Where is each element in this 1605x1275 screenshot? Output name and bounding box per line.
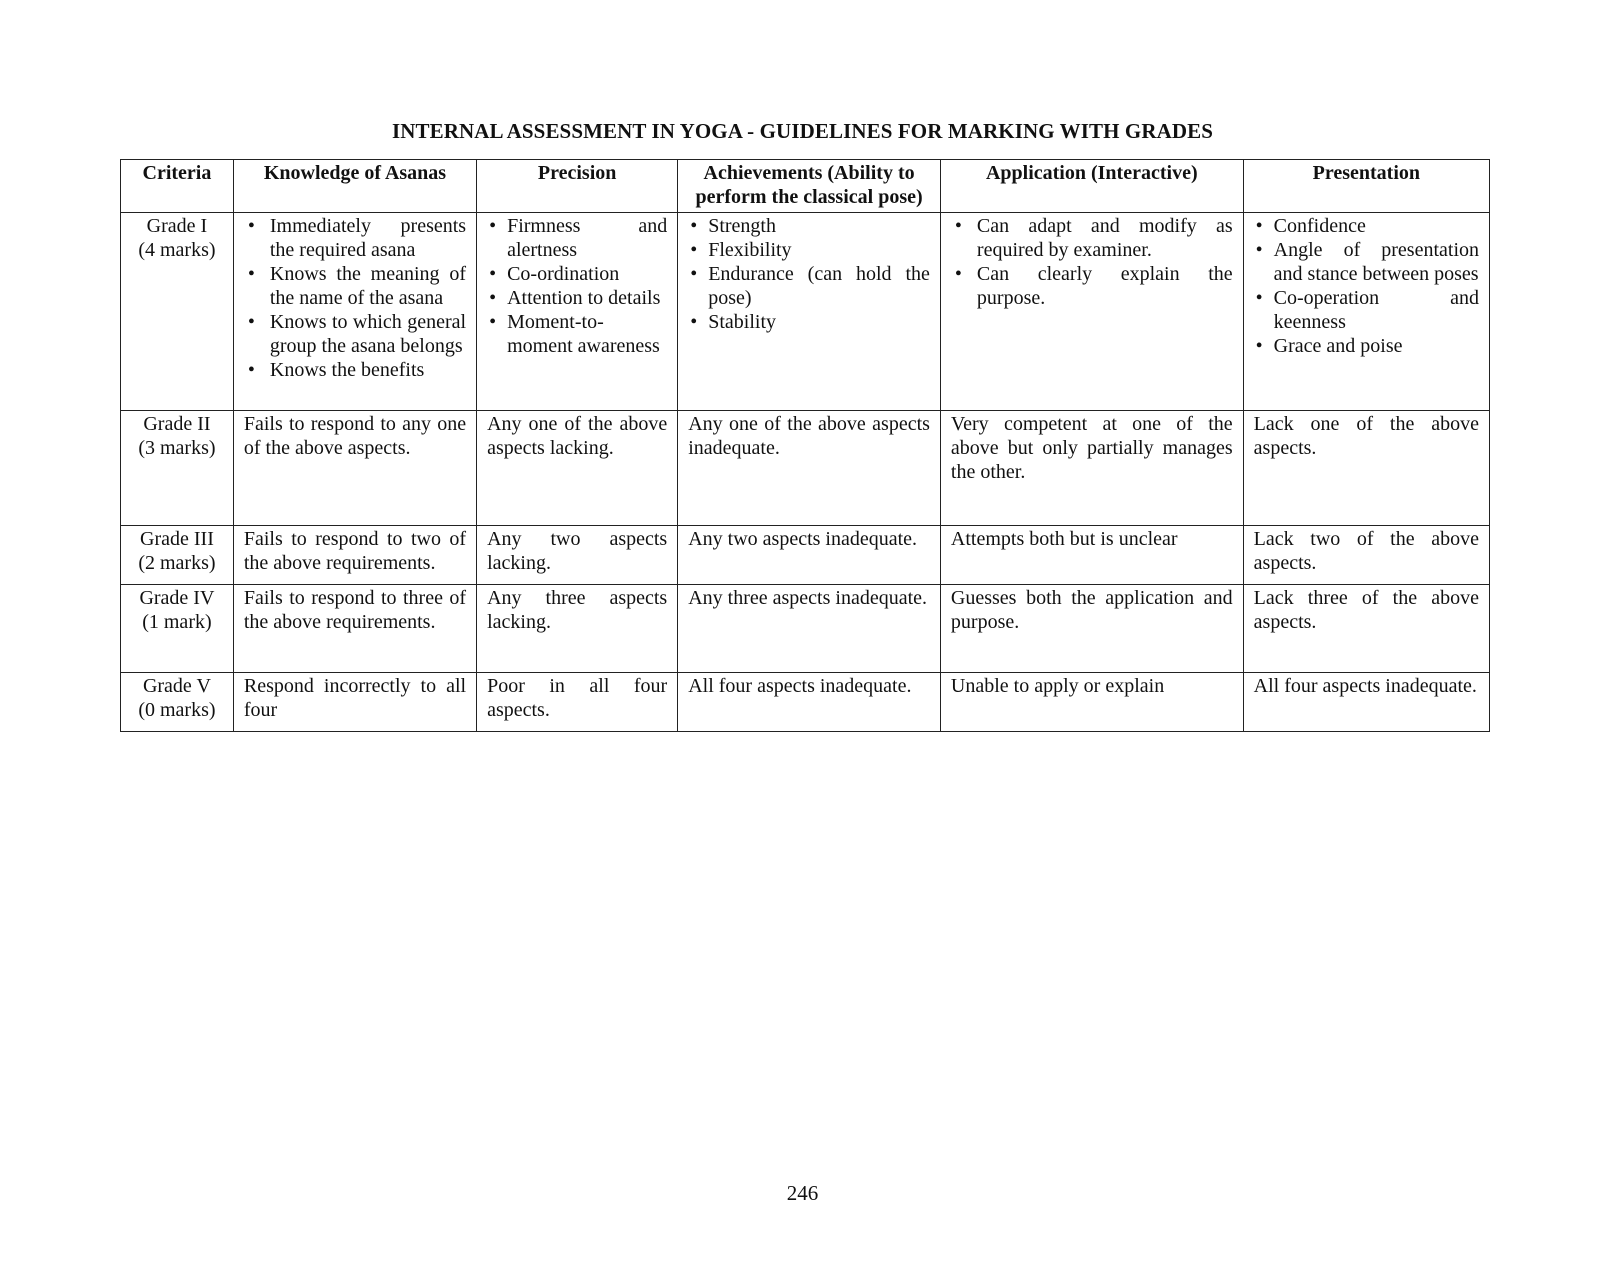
page-title: INTERNAL ASSESSMENT IN YOGA - GUIDELINES FOR MARKING WITH GRADES	[391, 119, 1214, 143]
header-knowledge-of-asanas: Knowledge of Asanas	[233, 160, 476, 213]
list-item: • Knows the meaning of the name of the asana	[244, 262, 466, 310]
page-number: 246	[786, 1181, 819, 1205]
table-row-grade-4	[121, 585, 1490, 673]
presentation-cell	[1243, 213, 1489, 411]
precision-cell: Any two aspects lacking.	[477, 526, 678, 585]
grade-marks: (2 marks)	[138, 552, 216, 574]
list-item: • Moment-to-moment awareness	[487, 310, 667, 358]
grade-cell	[121, 526, 234, 585]
list-item: • Firmness and alertness	[487, 214, 667, 262]
list-item: • Grace and poise	[1254, 334, 1479, 358]
header-presentation: Presentation	[1243, 160, 1489, 213]
list-item: • Angle of presentation and stance between poses	[1254, 238, 1479, 286]
list-item: • Can adapt and modify as required by examiner.	[951, 214, 1233, 262]
precision-cell: Any three aspects lacking.	[477, 585, 678, 673]
list-item: • Knows to which general group the asana belongs	[244, 310, 466, 358]
precision-cell: Any one of the above aspects lacking.	[477, 411, 678, 526]
list-item: • Co-operation and keenness	[1254, 286, 1479, 334]
achievements-cell: Any one of the above aspects inadequate.	[678, 411, 941, 526]
presentation-cell: Lack three of the above aspects.	[1243, 585, 1489, 673]
table-header-row	[121, 160, 1490, 213]
grade-marks: (3 marks)	[138, 437, 216, 459]
grade-label: Grade II	[143, 413, 211, 435]
presentation-cell: Lack two of the above aspects.	[1243, 526, 1489, 585]
application-cell: Attempts both but is unclear	[940, 526, 1243, 585]
application-cell	[940, 213, 1243, 411]
grade-label: Grade IV	[139, 587, 215, 609]
application-cell: Guesses both the application and purpose.	[940, 585, 1243, 673]
precision-list	[487, 214, 667, 358]
presentation-list	[1254, 214, 1479, 358]
achievements-cell: Any three aspects inadequate.	[678, 585, 941, 673]
list-item: • Immediately presents the required asana	[244, 214, 466, 262]
knowledge-cell: Respond incorrectly to all four	[233, 673, 476, 732]
list-item: • Can clearly explain the purpose.	[951, 262, 1233, 310]
achievements-cell	[678, 213, 941, 411]
knowledge-cell: Fails to respond to two of the above requirements.	[233, 526, 476, 585]
grade-label: Grade V	[142, 675, 211, 697]
grade-label: Grade III	[140, 528, 214, 550]
header-precision: Precision	[477, 160, 678, 213]
knowledge-cell: Fails to respond to any one of the above aspects.	[233, 411, 476, 526]
precision-cell	[477, 213, 678, 411]
knowledge-cell	[233, 213, 476, 411]
grade-cell	[121, 673, 234, 732]
list-item: • Confidence	[1254, 214, 1479, 238]
header-criteria: Criteria	[121, 160, 234, 213]
grade-marks: (4 marks)	[138, 239, 216, 261]
grade-cell	[121, 213, 234, 411]
presentation-cell: Lack one of the above aspects.	[1243, 411, 1489, 526]
application-cell: Very competent at one of the above but only partially manages the other.	[940, 411, 1243, 526]
table-row-grade-1	[121, 213, 1490, 411]
grade-label: Grade I	[146, 215, 208, 237]
header-application: Application (Interactive)	[940, 160, 1243, 213]
precision-cell: Poor in all four aspects.	[477, 673, 678, 732]
knowledge-cell: Fails to respond to three of the above requirements.	[233, 585, 476, 673]
list-item: • Flexibility	[688, 238, 930, 262]
knowledge-list	[244, 214, 466, 382]
grade-cell	[121, 411, 234, 526]
grade-cell	[121, 585, 234, 673]
list-item: • Stability	[688, 310, 930, 334]
presentation-cell: All four aspects inadequate.	[1243, 673, 1489, 732]
application-cell: Unable to apply or explain	[940, 673, 1243, 732]
grade-marks: (0 marks)	[138, 699, 216, 721]
list-item: • Co-ordination	[487, 262, 667, 286]
table-row-grade-3	[121, 526, 1490, 585]
table-row-grade-5	[121, 673, 1490, 732]
list-item: • Strength	[688, 214, 930, 238]
achievements-list	[688, 214, 930, 334]
list-item: • Endurance (can hold the pose)	[688, 262, 930, 310]
grade-marks: (1 mark)	[142, 611, 212, 633]
table-row-grade-2	[121, 411, 1490, 526]
achievements-cell: All four aspects inadequate.	[678, 673, 941, 732]
header-achievements: Achievements (Ability to perform the classical pose)	[678, 160, 941, 213]
application-list	[951, 214, 1233, 310]
list-item: • Knows the benefits	[244, 358, 466, 382]
grading-rubric-table	[120, 159, 1490, 732]
list-item: • Attention to details	[487, 286, 667, 310]
achievements-cell: Any two aspects inadequate.	[678, 526, 941, 585]
